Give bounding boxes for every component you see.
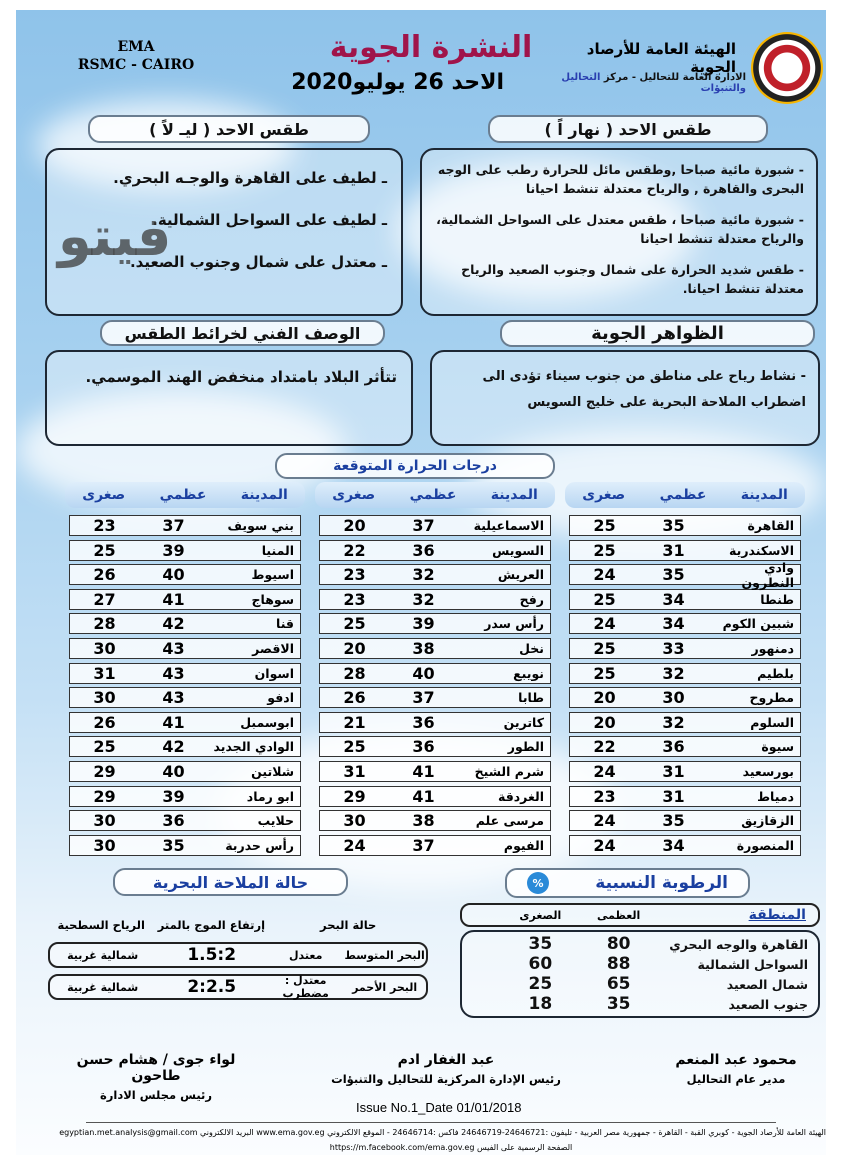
min-temp: 22 [593, 737, 616, 757]
city-name: الغردقة [498, 788, 544, 804]
max-temp: 31 [662, 761, 685, 781]
humidity-row [462, 934, 818, 954]
table-row [569, 638, 801, 659]
city-name: الطور [507, 739, 544, 755]
signatory-role: مدير عام التحاليل [686, 1072, 786, 1086]
min-temp: 25 [593, 663, 616, 683]
min-temp: 28 [343, 663, 366, 683]
city-name: ابو رماد [246, 788, 294, 804]
max-temp: 33 [662, 638, 685, 658]
max-temp: 41 [412, 786, 435, 806]
table-row [319, 687, 551, 708]
min-temp: 26 [343, 688, 366, 708]
min-temp: 26 [93, 565, 116, 585]
max-temp: 36 [412, 540, 435, 560]
table-row [69, 663, 301, 684]
city-name: المنيا [261, 542, 294, 558]
city-name: ابوسمبل [240, 714, 294, 730]
max-temp: 37 [412, 688, 435, 708]
table-row [319, 589, 551, 610]
min-temp: 24 [593, 565, 616, 585]
max-temp: 36 [412, 712, 435, 732]
max-temp: 37 [412, 516, 435, 535]
min-temp: 23 [93, 516, 116, 535]
night-item: ـ معتدل على شمال وجنوب الصعيد. [129, 253, 387, 271]
org-en-line1: EMA [117, 39, 155, 55]
night-item: ـ لطيف على القاهرة والوجـه البحري. [113, 169, 387, 187]
humidity-title [505, 868, 750, 898]
table-row [69, 810, 301, 831]
min-temp: 25 [93, 540, 116, 560]
max-temp: 40 [162, 565, 185, 585]
city-name: المنصورة [736, 837, 794, 853]
table-row [569, 589, 801, 610]
city-name: بلطيم [757, 665, 794, 681]
min-temp: 31 [343, 761, 366, 781]
temps-header-city: المدينة [740, 487, 788, 503]
city-name: الوادي الجديد [213, 739, 294, 755]
max-temp: 32 [662, 712, 685, 732]
max-temp: 35 [662, 516, 685, 535]
day-item: - شبورة مائية صباحا ، طقس معتدل على السواحل الشمالية، والرياح معتدلة تنشط احيانا [436, 212, 804, 246]
city-name: قنا [276, 616, 294, 632]
city-name: كاترين [503, 714, 544, 730]
signatory-name: عبد الغفار ادم [397, 1052, 495, 1068]
city-name: ادفو [267, 690, 294, 706]
table-row [319, 638, 551, 659]
temps-table [569, 515, 801, 859]
marine-row [48, 942, 428, 968]
sea-name: البحر المتوسط [344, 948, 425, 962]
city-name: السويس [492, 542, 544, 558]
max-temp: 39 [162, 786, 185, 806]
city-name: دمياط [757, 788, 794, 804]
max-temp: 38 [412, 638, 435, 658]
sea-state: معتدل : مضطرب [282, 974, 329, 1000]
signature-block [316, 1052, 576, 1086]
temps-header-city: المدينة [240, 487, 288, 503]
max-temp: 30 [662, 688, 685, 708]
max-temp: 41 [412, 761, 435, 781]
city-name: نخل [519, 640, 544, 656]
humidity-min: 35 [528, 934, 553, 954]
humidity-header-min: الصغرى [519, 908, 562, 922]
night-item: ـ لطيف على السواحل الشمالية. [152, 211, 387, 229]
humidity-row [462, 954, 818, 974]
region-name: جنوب الصعيد [728, 996, 808, 1012]
max-temp: 43 [162, 688, 185, 708]
humidity-header [460, 903, 820, 927]
max-temp: 38 [412, 811, 435, 831]
bulletin-date: الاحد 26 يوليو2020 [291, 70, 504, 95]
marine-header [48, 918, 428, 932]
surface-wind: شمالية غربية [67, 948, 139, 962]
min-temp: 25 [593, 638, 616, 658]
humidity-max: 65 [606, 974, 631, 994]
table-row [569, 835, 801, 856]
temps-header-min: صغرى [582, 487, 626, 503]
technical-title: الوصف الفني لخرائط الطقس [100, 320, 385, 346]
table-row [69, 687, 301, 708]
max-temp: 34 [662, 614, 685, 634]
signatory-role: رئيس مجلس الادارة [99, 1088, 212, 1102]
table-row [569, 515, 801, 536]
min-temp: 20 [593, 688, 616, 708]
humidity-min: 25 [528, 974, 553, 994]
temps-header [65, 482, 305, 508]
max-temp: 36 [412, 737, 435, 757]
max-temp: 32 [412, 589, 435, 609]
city-name: الاسكندرية [729, 542, 794, 558]
max-temp: 36 [162, 811, 185, 831]
table-row [69, 589, 301, 610]
max-temp: 34 [662, 835, 685, 855]
table-row [569, 810, 801, 831]
table-row [569, 736, 801, 757]
footer-facebook: الصفحة الرسمية على الفيس https://m.facebook.com/ema.gov.eg [329, 1143, 573, 1152]
humidity-min: 18 [528, 994, 553, 1014]
city-name: دمنهور [751, 640, 794, 656]
footer-contact: الهيئة العامة للأرصاد الجوية - كوبري القبة - القاهرة - جمهورية مصر العربية - تليفون :24646721-24646719 فاكس :24646714 - الموقع الالكتروني www.ema.gov.eg البريد الالكتروني egyptian.met.analysis@gmail.com [59, 1128, 826, 1137]
temps-header-min: صغرى [332, 487, 376, 503]
signature-block [56, 1052, 256, 1102]
min-temp: 25 [343, 614, 366, 634]
table-row [69, 835, 301, 856]
wave-height: 2:2.5 [187, 977, 237, 997]
min-temp: 20 [593, 712, 616, 732]
region-name: شمال الصعيد [726, 976, 808, 992]
table-row [569, 712, 801, 733]
table-row [319, 515, 551, 536]
ema-logo-icon [751, 32, 823, 104]
min-temp: 20 [343, 516, 366, 535]
city-name: وادي النطرون [741, 559, 794, 590]
phenomena-box [430, 350, 820, 446]
min-temp: 30 [93, 811, 116, 831]
temps-header-city: المدينة [490, 487, 538, 503]
min-temp: 23 [593, 786, 616, 806]
min-temp: 24 [593, 835, 616, 855]
city-name: طنطا [760, 591, 794, 607]
temps-header-max: عظمي [159, 487, 207, 503]
humidity-max: 35 [606, 994, 631, 1014]
marine-title: حالة الملاحة البحرية [113, 868, 348, 896]
technical-box [45, 350, 413, 446]
max-temp: 43 [162, 638, 185, 658]
city-name: مرسى علم [475, 813, 544, 829]
table-row [319, 540, 551, 561]
max-temp: 31 [662, 540, 685, 560]
bulletin-title: النشرة الجوية [329, 30, 533, 65]
table-row [569, 786, 801, 807]
city-name: رأس سدر [484, 616, 544, 632]
city-name: اسوان [254, 665, 294, 681]
table-row [69, 761, 301, 782]
max-temp: 36 [662, 737, 685, 757]
night-weather-title: طقس الاحد ( ليـ لاً ) [88, 115, 370, 143]
humidity-max: 80 [606, 934, 631, 954]
humidity-header-max: العظمى [596, 908, 641, 922]
max-temp: 39 [412, 614, 435, 634]
city-name: سوهاج [251, 591, 294, 607]
table-row [569, 559, 801, 590]
min-temp: 30 [93, 638, 116, 658]
table-row [69, 515, 301, 536]
org-en-line2: RSMC - CAIRO [77, 57, 195, 73]
min-temp: 25 [593, 540, 616, 560]
temps-header-max: عظمي [409, 487, 457, 503]
max-temp: 35 [662, 811, 685, 831]
max-temp: 31 [662, 786, 685, 806]
min-temp: 22 [343, 540, 366, 560]
table-row [319, 564, 551, 585]
max-temp: 41 [162, 712, 185, 732]
table-row [319, 613, 551, 634]
temps-header [565, 482, 805, 508]
table-row [69, 638, 301, 659]
max-temp: 42 [162, 614, 185, 634]
issue-number: Issue No.1_Date 01/01/2018 [356, 1100, 522, 1115]
day-item: - طقس شديد الحرارة على شمال وجنوب الصعيد والرياح معتدلة تنشط احيانا. [461, 262, 804, 296]
min-temp: 29 [93, 761, 116, 781]
marine-header-wave: إرتفاع الموج بالمتر [157, 918, 266, 932]
table-row [319, 786, 551, 807]
city-name: سيوة [761, 739, 794, 755]
city-name: العريش [497, 567, 544, 583]
table-row [319, 761, 551, 782]
temps-table [69, 515, 301, 859]
city-name: شبين الكوم [722, 616, 794, 632]
dept-ar-1: الادارة العامة للتحاليل - مركز [603, 72, 746, 83]
city-name: الفيوم [503, 837, 544, 853]
table-row [69, 613, 301, 634]
day-weather-box [420, 148, 818, 316]
humidity-percent-icon: % [527, 872, 549, 894]
city-name: شلاتين [251, 763, 294, 779]
org-ar: الهيئة العامة للأرصاد الجوية [586, 40, 736, 76]
region-name: القاهرة والوجه البحري [669, 936, 808, 952]
table-row [319, 663, 551, 684]
city-name: الاقصر [252, 640, 294, 656]
temps-table [319, 515, 551, 859]
humidity-table [460, 930, 820, 1018]
temps-title: درجات الحرارة المتوقعة [275, 453, 555, 479]
signatory-role: رئيس الإدارة المركزية للتحاليل والتنبؤات [331, 1072, 561, 1086]
city-name: الزقازيق [741, 813, 794, 829]
min-temp: 26 [93, 712, 116, 732]
marine-row [48, 974, 428, 1000]
min-temp: 23 [343, 589, 366, 609]
min-temp: 24 [593, 761, 616, 781]
min-temp: 25 [593, 589, 616, 609]
region-name: السواحل الشمالية [697, 956, 808, 972]
phenomena-text: - نشاط رياح على مناطق من جنوب سيناء تؤدى الى اضطراب الملاحة البحرية على خليج السويس [482, 369, 806, 410]
min-temp: 27 [93, 589, 116, 609]
city-name: السلوم [750, 714, 794, 730]
humidity-title-text: الرطوبة النسبية [595, 873, 728, 893]
city-name: رأس حدربة [225, 837, 294, 853]
marine-header-state: حالة البحر [320, 918, 377, 932]
city-name: رفح [519, 591, 544, 607]
humidity-max: 88 [606, 954, 631, 974]
humidity-row [462, 994, 818, 1014]
min-temp: 30 [93, 688, 116, 708]
city-name: اسيوط [251, 567, 294, 583]
max-temp: 37 [412, 835, 435, 855]
table-row [69, 564, 301, 585]
max-temp: 32 [662, 663, 685, 683]
weather-bulletin [16, 10, 826, 1155]
wave-height: 1.5:2 [187, 945, 237, 965]
city-name: مطروح [749, 690, 794, 706]
humidity-header-region: المنطقة [748, 907, 806, 923]
org-en [56, 38, 216, 74]
max-temp: 32 [412, 565, 435, 585]
city-name: الاسماعيلية [473, 518, 544, 533]
max-temp: 34 [662, 589, 685, 609]
table-row [569, 687, 801, 708]
max-temp: 35 [162, 835, 185, 855]
min-temp: 23 [343, 565, 366, 585]
dept-ar [536, 72, 746, 94]
table-row [69, 786, 301, 807]
min-temp: 24 [593, 614, 616, 634]
city-name: بني سويف [227, 518, 294, 533]
signature-block [636, 1052, 836, 1086]
footer-divider [86, 1122, 776, 1123]
min-temp: 24 [593, 811, 616, 831]
max-temp: 40 [162, 761, 185, 781]
humidity-min: 60 [528, 954, 553, 974]
table-row [69, 540, 301, 561]
min-temp: 24 [343, 835, 366, 855]
city-name: حلايب [257, 813, 294, 829]
min-temp: 25 [93, 737, 116, 757]
dept-ar-2: التحاليل والتنبؤات [561, 72, 746, 94]
min-temp: 25 [593, 516, 616, 535]
min-temp: 30 [93, 835, 116, 855]
min-temp: 29 [343, 786, 366, 806]
table-row [569, 540, 801, 561]
table-row [319, 712, 551, 733]
min-temp: 30 [343, 811, 366, 831]
city-name: القاهرة [747, 518, 794, 533]
day-item: - شبورة مائية صباحا ,وطقس مائل للحرارة رطب على الوجه البحرى والقاهرة , والرياح معتدلة تنشط احيانا [437, 162, 804, 196]
surface-wind: شمالية غربية [67, 980, 139, 994]
table-row [319, 835, 551, 856]
humidity-row [462, 974, 818, 994]
city-name: شرم الشيخ [474, 763, 544, 779]
watermark-logo: فيتو [58, 205, 172, 268]
table-row [569, 613, 801, 634]
sea-name: البحر الأحمر [352, 980, 418, 994]
table-row [319, 810, 551, 831]
city-name: بورسعيد [742, 763, 794, 779]
table-row [69, 712, 301, 733]
city-name: طابا [518, 690, 544, 706]
max-temp: 41 [162, 589, 185, 609]
max-temp: 35 [662, 565, 685, 585]
temps-header-min: صغرى [82, 487, 126, 503]
min-temp: 20 [343, 638, 366, 658]
signatory-name: لواء جوى / هشام حسن طاحون [76, 1052, 236, 1084]
min-temp: 25 [343, 737, 366, 757]
max-temp: 39 [162, 540, 185, 560]
temps-header [315, 482, 555, 508]
min-temp: 21 [343, 712, 366, 732]
max-temp: 37 [162, 516, 185, 535]
day-weather-title: طقس الاحد ( نهار اً ) [488, 115, 768, 143]
max-temp: 43 [162, 663, 185, 683]
city-name: نويبع [513, 665, 544, 681]
table-row [319, 736, 551, 757]
table-row [569, 761, 801, 782]
max-temp: 40 [412, 663, 435, 683]
sea-state: معتدل [288, 948, 323, 962]
marine-header-wind: الرياح السطحية [57, 918, 145, 932]
table-row [569, 663, 801, 684]
min-temp: 29 [93, 786, 116, 806]
phenomena-title: الظواهر الجوية [500, 320, 815, 347]
min-temp: 28 [93, 614, 116, 634]
signatory-name: محمود عبد المنعم [675, 1052, 797, 1068]
technical-text: تتأثر البلاد بامتداد منخفض الهند الموسمي. [85, 368, 397, 386]
temps-header-max: عظمي [659, 487, 707, 503]
max-temp: 42 [162, 737, 185, 757]
table-row [69, 736, 301, 757]
min-temp: 31 [93, 663, 116, 683]
